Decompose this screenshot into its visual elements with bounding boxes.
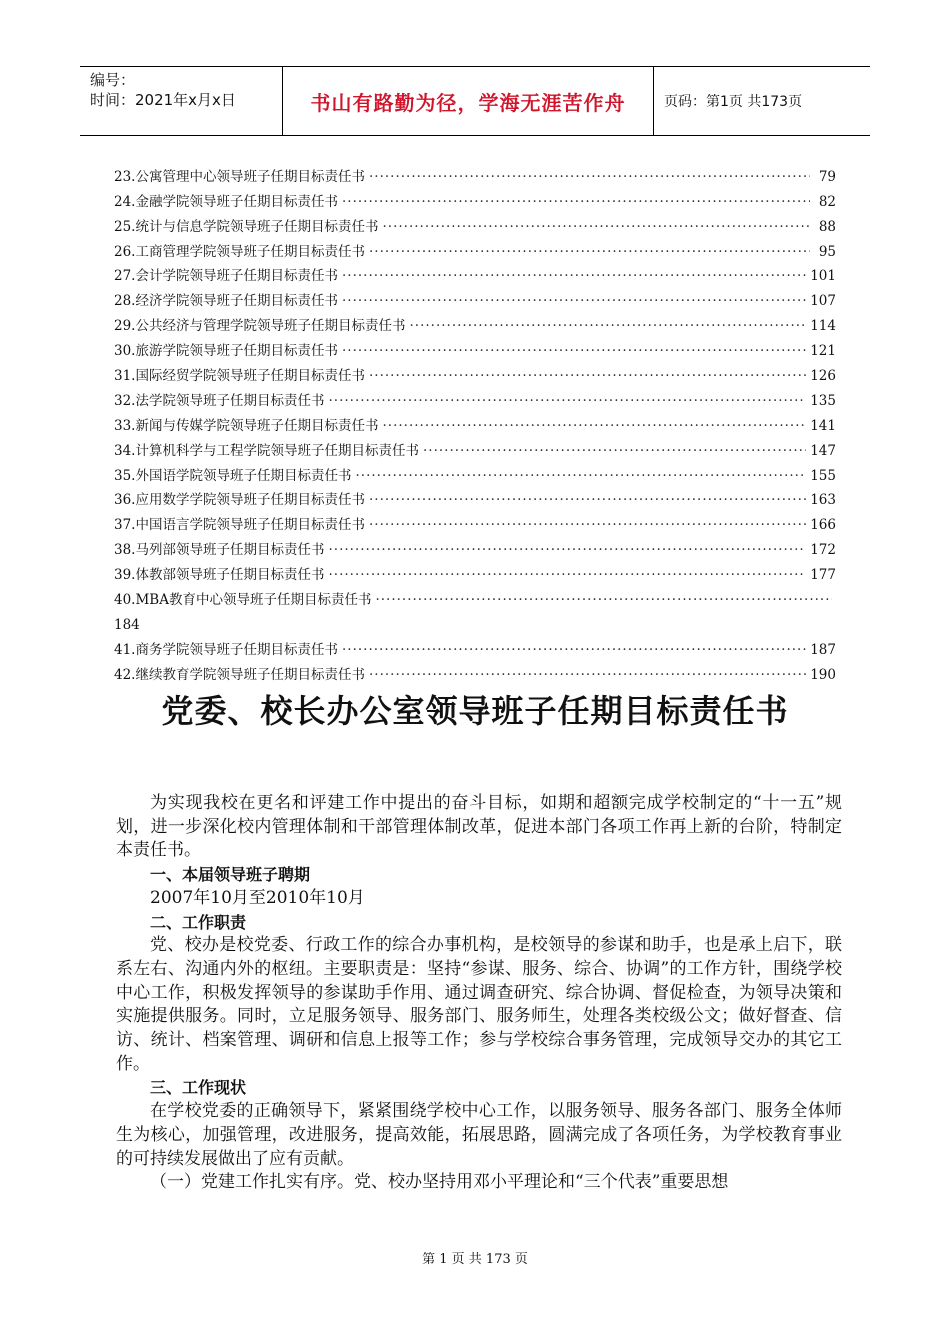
page-footer: 第 1 页 共 173 页: [422, 1252, 528, 1267]
toc-entry[interactable]: [114, 284, 836, 309]
toc-entry-page: 79: [818, 168, 836, 185]
toc-entry[interactable]: [114, 359, 836, 384]
toc-leader-dots: [423, 443, 806, 459]
toc-entry[interactable]: [114, 160, 836, 185]
toc-entry-page: 101: [810, 268, 836, 285]
toc-leader-dots: [409, 318, 806, 334]
toc-entry-title: 40.MBA教育中心领导班子任期目标责任书: [114, 592, 372, 609]
toc-entry[interactable]: [114, 409, 836, 434]
toc-entry[interactable]: [114, 434, 836, 459]
table-of-contents: [114, 160, 836, 683]
toc-leader-dots: [369, 667, 806, 683]
item-1-paragraph: （一）党建工作扎实有序。党、校办坚持用邓小平理论和“三个代表”重要思想: [150, 1172, 729, 1193]
document-body: [116, 792, 842, 1195]
toc-leader-dots: [369, 244, 810, 260]
term-paragraph: 2007年10月至2010年10月: [150, 887, 365, 908]
toc-entry-page: 88: [818, 218, 836, 235]
page-header: [80, 66, 870, 136]
toc-leader-dots: [342, 268, 806, 284]
toc-entry-title: 42.继续教育学院领导班子任期目标责任书: [114, 666, 365, 683]
toc-entry-page: 190: [810, 666, 836, 683]
toc-entry[interactable]: [114, 309, 836, 334]
toc-leader-dots: [369, 368, 806, 384]
toc-entry-page: 107: [810, 293, 836, 310]
toc-entry-title: 28.经济学院领导班子任期目标责任书: [114, 293, 338, 310]
toc-entry-page: 147: [810, 442, 836, 459]
toc-leader-dots: [328, 567, 806, 583]
toc-entry[interactable]: [114, 384, 836, 409]
toc-entry-title: 36.应用数学学院领导班子任期目标责任书: [114, 492, 365, 509]
toc-entry-page: 155: [810, 467, 836, 484]
toc-entry-title: 26.工商管理学院领导班子任期目标责任书: [114, 243, 365, 260]
toc-entry-title: 27.会计学院领导班子任期目标责任书: [114, 268, 338, 285]
status-paragraph: 在学校党委的正确领导下，紧紧围绕学校中心工作，以服务领导、服务各部门、服务全体师生为核心，加强管理，改进服务，提高效能，拓展思路，圆满完成了各项任务，为学校教育事业的可持续发展做出了应有贡献。: [116, 1101, 842, 1169]
toc-entry-page: 135: [810, 392, 836, 409]
toc-entry[interactable]: [114, 508, 836, 533]
toc-leader-dots: [342, 343, 806, 359]
section-heading-2: 二、工作职责: [150, 912, 247, 932]
toc-entry[interactable]: [114, 558, 836, 583]
toc-entry-page: 126: [810, 368, 836, 385]
toc-entry-title: 35.外国语学院领导班子任期目标责任书: [114, 467, 352, 484]
toc-entry[interactable]: [114, 533, 836, 558]
toc-entry-title: 41.商务学院领导班子任期目标责任书: [114, 641, 338, 658]
toc-entry[interactable]: [114, 334, 836, 359]
header-page-info: 页码：第1页 共173页: [664, 94, 803, 110]
toc-entry[interactable]: [114, 235, 836, 260]
toc-entry[interactable]: [114, 185, 836, 210]
duties-paragraph: 党、校办是校党委、行政工作的综合办事机构，是校领导的参谋和助手，也是承上启下，联系左右、沟通内外的枢纽。主要职责是：坚持“参谋、服务、综合、协调”的工作方针，围绕学校中心工作，积极发挥领导的参谋助手作用、通过调查研究、综合协调、督促检查，为领导决策和实施提供服务。同时，立足服务领导、服务部门、服务师生，处理各类校级公文；做好督查、信访、统计、档案管理、调研和信息上报等工作；参与学校综合事务管理，完成领导交办的其它工作。: [116, 935, 842, 1074]
toc-entry-page: 114: [810, 318, 836, 335]
toc-entry-title: 24.金融学院领导班子任期目标责任书: [114, 193, 338, 210]
toc-entry-title: 30.旅游学院领导班子任期目标责任书: [114, 343, 338, 360]
toc-leader-dots: [342, 642, 806, 658]
toc-leader-dots: [375, 592, 832, 608]
toc-entry-title: 32.法学院领导班子任期目标责任书: [114, 392, 325, 409]
document-title: 党委、校长办公室领导班子任期目标责任书: [161, 692, 789, 730]
toc-entry-page: 172: [810, 542, 836, 559]
toc-entry-page: 141: [810, 417, 836, 434]
section-heading-1: 一、本届领导班子聘期: [150, 865, 311, 885]
toc-entry-page: 163: [810, 492, 836, 509]
toc-entry-title: 25.统计与信息学院领导班子任期目标责任书: [114, 218, 379, 235]
toc-entry-page: 166: [810, 517, 836, 534]
toc-entry-title: 39.体教部领导班子任期目标责任书: [114, 567, 325, 584]
intro-paragraph: 为实现我校在更名和评建工作中提出的奋斗目标，如期和超额完成学校制定的“十一五”规划，进一步深化校内管理体制和干部管理体制改革，促进本部门各项工作再上新的台阶，特制定本责任书。: [116, 793, 842, 861]
toc-entry[interactable]: [114, 583, 836, 608]
header-meta: [80, 67, 283, 135]
toc-entry[interactable]: [114, 260, 836, 285]
toc-entry-page: 177: [810, 567, 836, 584]
toc-leader-dots: [328, 393, 806, 409]
header-motto: 书山有路勤为径，学海无涯苦作舟: [283, 67, 654, 135]
toc-entry-page: 121: [810, 343, 836, 360]
toc-leader-dots: [342, 293, 806, 309]
toc-leader-dots: [382, 418, 806, 434]
toc-entry-page: 184: [114, 616, 140, 633]
toc-leader-dots: [369, 517, 806, 533]
toc-entry-title: 31.国际经贸学院领导班子任期目标责任书: [114, 368, 365, 385]
toc-entry-page: 82: [818, 193, 836, 210]
toc-leader-dots: [355, 468, 806, 484]
toc-entry-title: 29.公共经济与管理学院领导班子任期目标责任书: [114, 318, 406, 335]
toc-leader-dots: [328, 542, 806, 558]
toc-entry-page: 95: [818, 243, 836, 260]
section-heading-3: 三、工作现状: [150, 1078, 247, 1098]
date-label: 时间：2021年x月x日: [90, 91, 236, 109]
toc-entry[interactable]: [114, 658, 836, 683]
toc-entry-title: 37.中国语言学院领导班子任期目标责任书: [114, 517, 365, 534]
toc-leader-dots: [369, 492, 806, 508]
toc-entry[interactable]: [114, 210, 836, 235]
toc-entry[interactable]: [114, 484, 836, 509]
toc-entry-title: 38.马列部领导班子任期目标责任书: [114, 542, 325, 559]
toc-entry[interactable]: [114, 633, 836, 658]
toc-leader-dots: [369, 169, 810, 185]
toc-leader-dots: [342, 194, 810, 210]
toc-entry-page: 187: [810, 641, 836, 658]
toc-entry[interactable]: [114, 459, 836, 484]
toc-entry-title: 34.计算机科学与工程学院领导班子任期目标责任书: [114, 442, 419, 459]
number-label: 编号：: [90, 71, 136, 89]
toc-leader-dots: [382, 219, 810, 235]
toc-entry-title: 23.公寓管理中心领导班子任期目标责任书: [114, 168, 365, 185]
toc-entry-title: 33.新闻与传媒学院领导班子任期目标责任书: [114, 417, 379, 434]
